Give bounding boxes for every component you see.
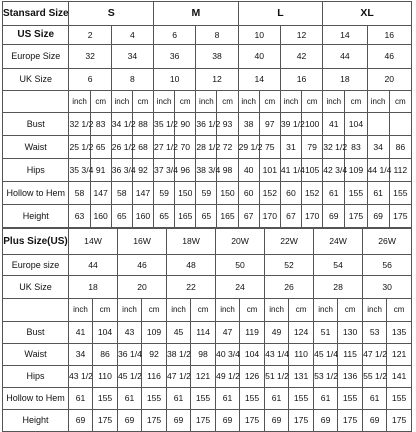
value-cell (367, 113, 389, 136)
unit-cell: cm (132, 91, 153, 113)
measurement-label: Waist (3, 136, 69, 159)
plus-value-cell: 110 (289, 344, 314, 366)
plus-value-cell: 155 (338, 388, 363, 410)
plus-value-cell: 41 (69, 322, 93, 344)
uk-size-cell: 10 (154, 69, 196, 91)
value-cell: 96 (175, 159, 196, 182)
value-cell: 35 1/2 (154, 113, 175, 136)
plus-value-cell: 130 (338, 322, 363, 344)
plus-uk-size-cell: 18 (69, 276, 118, 299)
value-cell: 40 (238, 159, 259, 182)
plus-europe-size-cell: 54 (314, 255, 363, 276)
plus-value-cell: 61 (314, 388, 338, 410)
plus-unit-cell: inch (363, 299, 387, 322)
value-cell: 150 (175, 182, 196, 205)
value-cell: 41 1/4 (280, 159, 301, 182)
value-cell: 147 (132, 182, 153, 205)
us-size-cell: 12 (280, 26, 322, 45)
us-size-label: US Size (3, 26, 69, 45)
measurement-row-bust (3, 113, 412, 136)
value-cell: 70 (175, 136, 196, 159)
value-cell: 91 (90, 159, 111, 182)
plus-uk-size-cell: 24 (216, 276, 265, 299)
plus-europe-size-cell: 50 (216, 255, 265, 276)
plus-value-cell: 43 1/4 (265, 344, 289, 366)
plus-value-cell: 69 (216, 410, 240, 432)
plus-value-cell: 136 (338, 366, 363, 388)
plus-unit-cell: cm (387, 299, 412, 322)
value-cell: 37 3/4 (154, 159, 175, 182)
value-cell: 69 (323, 205, 345, 228)
value-cell: 155 (389, 182, 411, 205)
plus-measurement-row-hollow-to-hem (3, 388, 412, 410)
value-cell: 152 (302, 182, 323, 205)
plus-value-cell: 43 1/2 (69, 366, 93, 388)
us-size-cell: 4 (111, 26, 153, 45)
uk-size-cell: 14 (238, 69, 280, 91)
plus-value-cell: 175 (240, 410, 265, 432)
value-cell: 175 (345, 205, 367, 228)
plus-uk-size-cell: 20 (118, 276, 167, 299)
plus-uk-size-row (3, 276, 412, 299)
standard-table-title: Stansard Size (3, 2, 69, 26)
value-cell: 75 (259, 136, 280, 159)
value-cell: 165 (217, 205, 238, 228)
value-cell: 160 (90, 205, 111, 228)
uk-size-cell: 16 (280, 69, 322, 91)
uk-size-cell: 20 (367, 69, 411, 91)
europe-size-row (3, 45, 412, 69)
plus-value-cell: 116 (142, 366, 167, 388)
plus-uk-size-cell: 30 (363, 276, 412, 299)
plus-europe-size-cell: 46 (118, 255, 167, 276)
plus-uk-size-label: UK Size (3, 276, 69, 299)
us-size-row (3, 26, 412, 45)
europe-size-label: Europe Size (3, 45, 69, 69)
unit-row (3, 91, 412, 113)
plus-measurement-label: Height (3, 410, 69, 432)
us-size-cell: 14 (323, 26, 367, 45)
uk-size-row (3, 69, 412, 91)
plus-uk-size-cell: 26 (265, 276, 314, 299)
europe-size-cell: 40 (238, 45, 280, 69)
unit-cell: cm (259, 91, 280, 113)
plus-measurement-label: Hollow to Hem (3, 388, 69, 410)
plus-value-cell: 175 (338, 410, 363, 432)
value-cell: 104 (345, 113, 367, 136)
value-cell: 26 1/2 (111, 136, 132, 159)
value-cell: 65 (154, 205, 175, 228)
plus-table-title: Plus Size(US) (3, 229, 69, 255)
plus-europe-size-label: Europe size (3, 255, 69, 276)
europe-size-cell: 36 (154, 45, 196, 69)
value-cell: 155 (345, 182, 367, 205)
plus-value-cell: 114 (191, 322, 216, 344)
plus-value-cell: 69 (265, 410, 289, 432)
value-cell: 150 (217, 182, 238, 205)
plus-value-cell: 69 (69, 410, 93, 432)
value-cell: 93 (217, 113, 238, 136)
value-cell: 83 (345, 136, 367, 159)
measurement-row-hollow-to-hem (3, 182, 412, 205)
plus-value-cell: 109 (142, 322, 167, 344)
value-cell: 58 (69, 182, 90, 205)
measurement-row-waist (3, 136, 412, 159)
value-cell: 65 (111, 205, 132, 228)
plus-value-cell: 124 (289, 322, 314, 344)
europe-size-cell: 32 (69, 45, 111, 69)
plus-value-cell: 175 (387, 410, 412, 432)
plus-measurement-row-waist (3, 344, 412, 366)
plus-unit-cell: cm (191, 299, 216, 322)
plus-uk-size-cell: 22 (167, 276, 216, 299)
plus-value-cell: 86 (93, 344, 118, 366)
value-cell: 32 1/2 (69, 113, 90, 136)
uk-size-cell: 8 (111, 69, 153, 91)
plus-value-cell: 69 (118, 410, 142, 432)
value-cell: 165 (175, 205, 196, 228)
plus-value-cell: 40 3/4 (216, 344, 240, 366)
uk-size-cell: 18 (323, 69, 367, 91)
plus-europe-size-cell: 52 (265, 255, 314, 276)
plus-value-cell: 69 (363, 410, 387, 432)
plus-value-cell: 53 (363, 322, 387, 344)
size-group-s: S (69, 2, 154, 26)
value-cell: 105 (302, 159, 323, 182)
unit-cell: inch (367, 91, 389, 113)
value-cell: 61 (367, 182, 389, 205)
plus-value-cell: 155 (191, 388, 216, 410)
plus-value-cell: 61 (363, 388, 387, 410)
plus-value-cell: 61 (216, 388, 240, 410)
measurement-label: Height (3, 205, 69, 228)
plus-value-cell: 45 1/2 (118, 366, 142, 388)
value-cell: 58 (111, 182, 132, 205)
measurement-row-hips (3, 159, 412, 182)
plus-value-cell: 175 (191, 410, 216, 432)
unit-cell: inch (111, 91, 132, 113)
value-cell: 90 (175, 113, 196, 136)
plus-value-cell: 155 (93, 388, 118, 410)
value-cell: 109 (345, 159, 367, 182)
plus-us-size-cell: 14W (69, 229, 118, 255)
plus-value-cell: 141 (387, 366, 412, 388)
europe-size-cell: 44 (323, 45, 367, 69)
value-cell: 59 (196, 182, 217, 205)
value-cell: 41 (323, 113, 345, 136)
plus-value-cell: 53 1/2 (314, 366, 338, 388)
value-cell: 175 (389, 205, 411, 228)
measurement-row-height (3, 205, 412, 228)
plus-value-cell: 69 (314, 410, 338, 432)
plus-value-cell: 155 (289, 388, 314, 410)
value-cell: 36 1/2 (196, 113, 217, 136)
plus-unit-row (3, 299, 412, 322)
value-cell: 68 (132, 136, 153, 159)
uk-size-label: UK Size (3, 69, 69, 91)
plus-europe-size-cell: 56 (363, 255, 412, 276)
value-cell: 35 3/4 (69, 159, 90, 182)
plus-value-cell: 155 (142, 388, 167, 410)
europe-size-cell: 46 (367, 45, 411, 69)
plus-unit-cell: inch (167, 299, 191, 322)
value-cell: 170 (302, 205, 323, 228)
plus-value-cell: 155 (387, 388, 412, 410)
plus-value-cell: 175 (93, 410, 118, 432)
plus-value-cell: 51 (314, 322, 338, 344)
plus-value-cell: 45 1/4 (314, 344, 338, 366)
us-size-cell: 8 (196, 26, 238, 45)
unit-cell: inch (154, 91, 175, 113)
europe-size-cell: 34 (111, 45, 153, 69)
plus-value-cell: 43 (118, 322, 142, 344)
plus-value-cell: 38 1/2 (167, 344, 191, 366)
plus-value-cell: 92 (142, 344, 167, 366)
value-cell: 65 (196, 205, 217, 228)
unit-cell: cm (302, 91, 323, 113)
plus-measurement-label: Bust (3, 322, 69, 344)
plus-us-size-cell: 18W (167, 229, 216, 255)
value-cell: 42 3/4 (323, 159, 345, 182)
plus-value-cell: 47 (216, 322, 240, 344)
plus-value-cell: 155 (240, 388, 265, 410)
value-cell: 34 1/2 (111, 113, 132, 136)
plus-measurement-row-height (3, 410, 412, 432)
plus-value-cell: 115 (338, 344, 363, 366)
value-cell: 25 1/2 (69, 136, 90, 159)
value-cell: 65 (90, 136, 111, 159)
plus-europe-size-row (3, 255, 412, 276)
plus-value-cell: 61 (118, 388, 142, 410)
value-cell: 67 (238, 205, 259, 228)
plus-value-cell: 34 (69, 344, 93, 366)
value-cell: 29 1/2 (238, 136, 259, 159)
value-cell: 69 (367, 205, 389, 228)
value-cell: 32 1/2 (323, 136, 345, 159)
us-size-cell: 10 (238, 26, 280, 45)
plus-measurement-label: Waist (3, 344, 69, 366)
plus-unit-cell: inch (265, 299, 289, 322)
unit-cell: inch (196, 91, 217, 113)
unit-cell: cm (175, 91, 196, 113)
size-group-xl: XL (323, 2, 412, 26)
plus-value-cell: 55 1/2 (363, 366, 387, 388)
plus-unit-cell: inch (69, 299, 93, 322)
plus-us-size-cell: 24W (314, 229, 363, 255)
plus-unit-row-blank (3, 299, 69, 322)
plus-unit-cell: inch (216, 299, 240, 322)
plus-unit-cell: cm (142, 299, 167, 322)
value-cell: 38 3/4 (196, 159, 217, 182)
plus-us-size-row (3, 229, 412, 255)
value-cell: 88 (132, 113, 153, 136)
value-cell: 72 (217, 136, 238, 159)
plus-value-cell: 51 1/2 (265, 366, 289, 388)
plus-value-cell: 135 (387, 322, 412, 344)
plus-us-size-cell: 20W (216, 229, 265, 255)
value-cell: 63 (69, 205, 90, 228)
plus-us-size-cell: 16W (118, 229, 167, 255)
value-cell: 98 (217, 159, 238, 182)
plus-measurement-label: Hips (3, 366, 69, 388)
plus-measurement-row-hips (3, 366, 412, 388)
plus-unit-cell: cm (338, 299, 363, 322)
unit-cell: cm (345, 91, 367, 113)
size-group-l: L (238, 2, 323, 26)
value-cell: 60 (280, 182, 301, 205)
plus-value-cell: 61 (265, 388, 289, 410)
plus-us-size-cell: 26W (363, 229, 412, 255)
value-cell: 44 1/4 (367, 159, 389, 182)
plus-value-cell: 69 (167, 410, 191, 432)
value-cell: 100 (302, 113, 323, 136)
value-cell: 152 (259, 182, 280, 205)
plus-value-cell: 98 (191, 344, 216, 366)
plus-value-cell: 121 (191, 366, 216, 388)
plus-value-cell: 36 1/4 (118, 344, 142, 366)
value-cell: 112 (389, 159, 411, 182)
value-cell: 67 (280, 205, 301, 228)
standard-size-table (2, 1, 412, 228)
plus-us-size-cell: 22W (265, 229, 314, 255)
plus-unit-cell: inch (314, 299, 338, 322)
value-cell: 61 (323, 182, 345, 205)
plus-value-cell: 61 (167, 388, 191, 410)
uk-size-cell: 6 (69, 69, 111, 91)
plus-value-cell: 121 (387, 344, 412, 366)
us-size-cell: 16 (367, 26, 411, 45)
plus-value-cell: 49 (265, 322, 289, 344)
plus-size-table (2, 228, 412, 432)
value-cell: 92 (132, 159, 153, 182)
unit-row-blank (3, 91, 69, 113)
plus-uk-size-cell: 28 (314, 276, 363, 299)
value-cell: 170 (259, 205, 280, 228)
plus-value-cell: 61 (69, 388, 93, 410)
plus-value-cell: 104 (93, 322, 118, 344)
plus-unit-cell: cm (240, 299, 265, 322)
unit-cell: inch (69, 91, 90, 113)
plus-unit-cell: cm (289, 299, 314, 322)
value-cell: 79 (302, 136, 323, 159)
plus-value-cell: 175 (289, 410, 314, 432)
unit-cell: inch (280, 91, 301, 113)
unit-cell: inch (238, 91, 259, 113)
value-cell: 27 1/2 (154, 136, 175, 159)
plus-europe-size-cell: 48 (167, 255, 216, 276)
plus-value-cell: 49 1/2 (216, 366, 240, 388)
size-group-m: M (154, 2, 239, 26)
size-group-header-row (3, 2, 412, 26)
value-cell: 28 1/2 (196, 136, 217, 159)
plus-value-cell: 110 (93, 366, 118, 388)
measurement-label: Hips (3, 159, 69, 182)
plus-value-cell: 45 (167, 322, 191, 344)
value-cell: 31 (280, 136, 301, 159)
value-cell: 83 (90, 113, 111, 136)
value-cell (389, 113, 411, 136)
plus-measurement-row-bust (3, 322, 412, 344)
unit-cell: cm (217, 91, 238, 113)
value-cell: 97 (259, 113, 280, 136)
plus-unit-cell: cm (93, 299, 118, 322)
plus-value-cell: 47 1/2 (167, 366, 191, 388)
plus-value-cell: 104 (240, 344, 265, 366)
uk-size-cell: 12 (196, 69, 238, 91)
value-cell: 34 (367, 136, 389, 159)
measurement-label: Bust (3, 113, 69, 136)
value-cell: 147 (90, 182, 111, 205)
unit-cell: cm (90, 91, 111, 113)
value-cell: 36 3/4 (111, 159, 132, 182)
value-cell: 86 (389, 136, 411, 159)
plus-value-cell: 126 (240, 366, 265, 388)
us-size-cell: 6 (154, 26, 196, 45)
plus-value-cell: 47 1/2 (363, 344, 387, 366)
value-cell: 101 (259, 159, 280, 182)
europe-size-cell: 38 (196, 45, 238, 69)
plus-value-cell: 119 (240, 322, 265, 344)
unit-cell: cm (389, 91, 411, 113)
value-cell: 39 1/2 (280, 113, 301, 136)
plus-value-cell: 131 (289, 366, 314, 388)
europe-size-cell: 42 (280, 45, 322, 69)
us-size-cell: 2 (69, 26, 111, 45)
value-cell: 38 (238, 113, 259, 136)
plus-value-cell: 175 (142, 410, 167, 432)
value-cell: 60 (238, 182, 259, 205)
value-cell: 59 (154, 182, 175, 205)
plus-europe-size-cell: 44 (69, 255, 118, 276)
measurement-label: Hollow to Hem (3, 182, 69, 205)
unit-cell: inch (323, 91, 345, 113)
plus-unit-cell: inch (118, 299, 142, 322)
value-cell: 160 (132, 205, 153, 228)
